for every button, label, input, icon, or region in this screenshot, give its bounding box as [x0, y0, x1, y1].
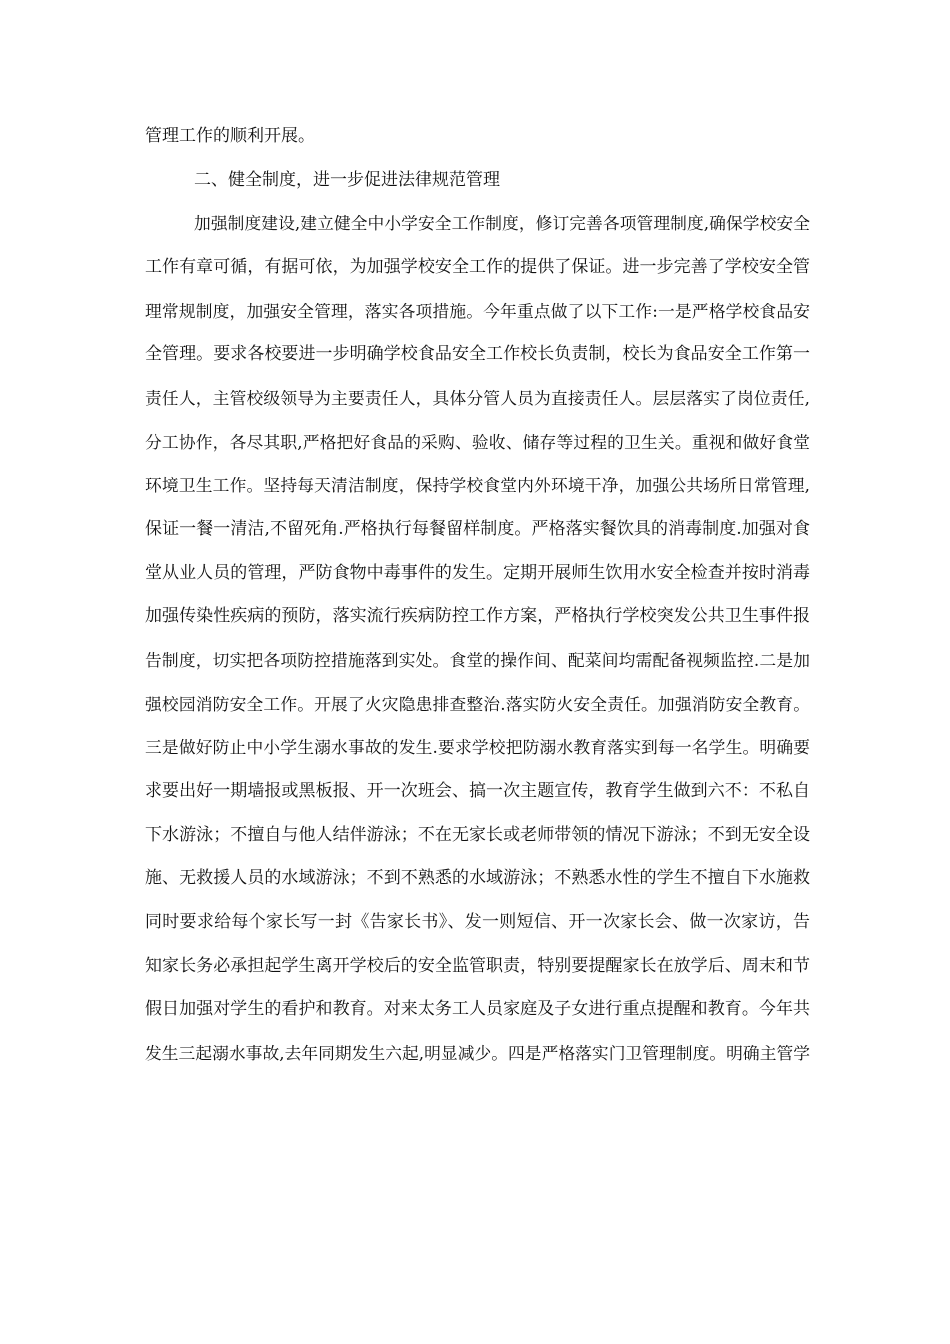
- text-line: 保证一餐一清洁,不留死角.严格执行每餐留样制度。严格落实餐饮具的消毒制度.加强对食: [145, 519, 810, 539]
- text-line: 告制度，切实把各项防控措施落到实处。食堂的操作间、配菜间均需配备视频监控.二是加: [145, 650, 810, 670]
- section-heading: 二、健全制度，进一步促进法律规范管理: [194, 170, 500, 190]
- text-line: 责任人，主管校级领导为主要责任人，具体分管人员为直接责任人。层层落实了岗位责任,: [145, 388, 810, 408]
- text-line: 全管理。要求各校要进一步明确学校食品安全工作校长负责制，校长为食品安全工作第一: [145, 344, 810, 364]
- text-line: 施、无救援人员的水域游泳；不到不熟悉的水域游泳；不熟悉水性的学生不擅自下水施救: [145, 868, 810, 888]
- text-line: 加强传染性疾病的预防，落实流行疾病防控工作方案，严格执行学校突发公共卫生事件报: [145, 606, 810, 626]
- text-line: 下水游泳；不擅自与他人结伴游泳；不在无家长或老师带领的情况下游泳；不到无安全设: [145, 825, 810, 845]
- text-line: 工作有章可循，有据可依，为加强学校安全工作的提供了保证。进一步完善了学校安全管: [145, 257, 810, 277]
- text-line: 假日加强对学生的看护和教育。对来太务工人员家庭及子女进行重点提醒和教育。今年共: [145, 999, 810, 1019]
- text-line: 理常规制度，加强安全管理，落实各项措施。今年重点做了以下工作:一是严格学校食品安: [145, 301, 810, 321]
- text-line: 发生三起溺水事故,去年同期发生六起,明显减少。四是严格落实门卫管理制度。明确主管学: [145, 1043, 810, 1063]
- text-line: 堂从业人员的管理，严防食物中毒事件的发生。定期开展师生饮用水安全检查并按时消毒: [145, 563, 810, 583]
- text-line: 三是做好防止中小学生溺水事故的发生.要求学校把防溺水教育落实到每一名学生。明确要: [145, 737, 810, 757]
- text-line: 分工协作，各尽其职,严格把好食品的采购、验收、储存等过程的卫生关。重视和做好食堂: [145, 432, 810, 452]
- text-line: 求要出好一期墙报或黑板报、开一次班会、搞一次主题宣传，教育学生做到六不：不私自: [145, 781, 810, 801]
- text-line: 知家长务必承担起学生离开学校后的安全监管职责，特别要提醒家长在放学后、周末和节: [145, 956, 810, 976]
- text-line: 同时要求给每个家长写一封《告家长书》、发一则短信、开一次家长会、做一次家访，告: [145, 912, 810, 932]
- text-line: 强校园消防安全工作。开展了火灾隐患排查整治.落实防火安全责任。加强消防安全教育。: [145, 694, 810, 714]
- text-line: 环境卫生工作。坚持每天清洁制度，保持学校食堂内外环境干净，加强公共场所日常管理,: [145, 475, 810, 495]
- text-line: 管理工作的顺利开展。: [145, 126, 315, 146]
- text-line: 加强制度建设,建立健全中小学安全工作制度，修订完善各项管理制度,确保学校安全: [194, 213, 810, 233]
